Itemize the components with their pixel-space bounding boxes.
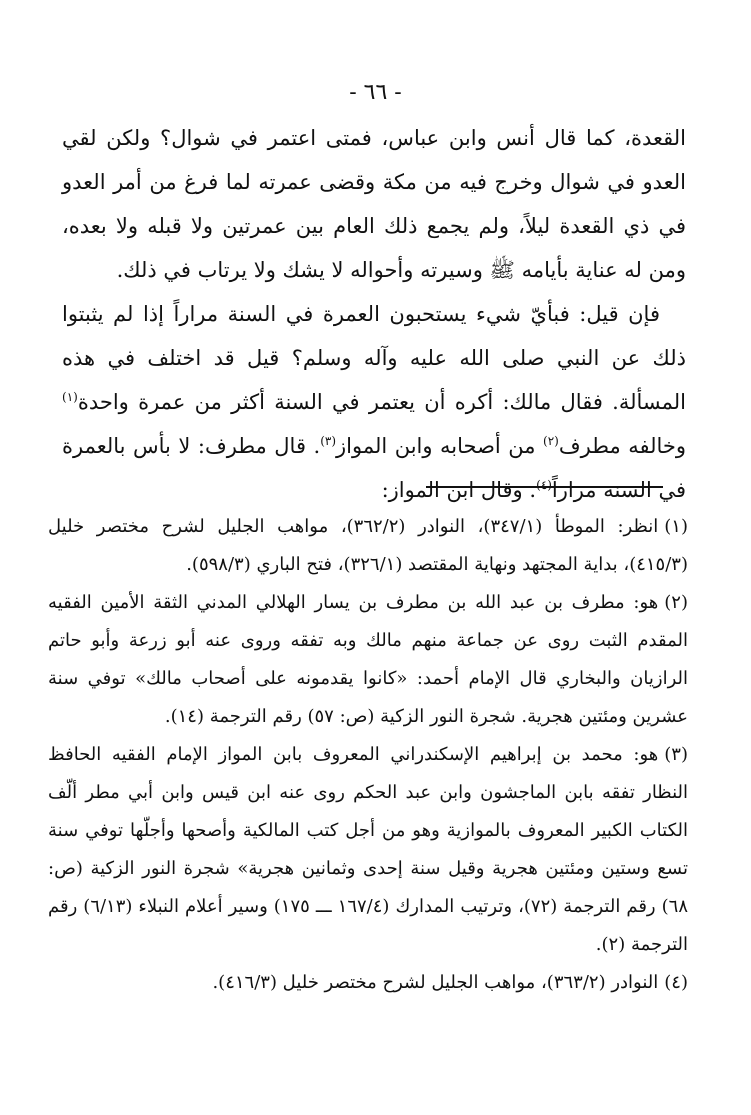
footnote-separator bbox=[426, 486, 663, 488]
text-segment: . قال مطرف: لا بأس بالعمرة في السنة مراراً bbox=[62, 434, 686, 502]
footnote-number: (٣) bbox=[664, 744, 688, 765]
footnote-reference[interactable]: (٣) bbox=[320, 434, 337, 448]
footnote bbox=[48, 508, 688, 584]
footnote-number: (١) bbox=[664, 516, 688, 537]
footnote-text: هو: مطرف بن عبد الله بن مطرف بن يسار الهلالي المدني الثقة الأمين الفقيه المقدم الثبت روى عن جماعة منهم مالك وبه تفقه وروى عنه أبو زرعة وأبو حاتم الرازيان والبخاري قال الإمام أحمد: «كانوا يقدمونه على أصحاب مالك» توفي سنة عشرين ومئتين هجرية. شجرة النور الزكية (ص: ٥٧) رقم الترجمة (١٤). bbox=[48, 592, 688, 727]
footnote-text: هو: محمد بن إبراهيم الإسكندراني المعروف بابن المواز الإمام الفقيه الحافظ النظار تفقه بابن الماجشون وابن عبد الحكم روى عنه ابن قيس وابن أبي مطر ألّف الكتاب الكبير المعروف بالموازية وهو من أجل كتب المالكية وأصحها وأجلّها توفي سنة تسع وستين ومئتين هجرية وقيل سنة إحدى وثمانين هجرية» شجرة النور الزكية (ص: ٦٨) رقم الترجمة (٧٢)، وترتيب المدارك (١٦٧/٤ ـــ ١٧٥) وسير أعلام النبلاء (٦/١٣) رقم الترجمة (٢). bbox=[48, 744, 688, 955]
footnote bbox=[48, 964, 688, 1002]
footnote bbox=[48, 736, 688, 964]
footnote-reference[interactable]: (٢) bbox=[543, 434, 559, 448]
footnote-reference[interactable]: (٤) bbox=[536, 478, 552, 492]
footnote bbox=[48, 584, 688, 736]
footnote-number: (٢) bbox=[664, 592, 688, 613]
paragraph bbox=[62, 292, 686, 512]
text-segment: . وقال ابن المواز: bbox=[381, 478, 537, 502]
footnote-text: انظر: الموطأ (٣٤٧/١)، النوادر (٣٦٢/٢)، مواهب الجليل لشرح مختصر خليل (٤١٥/٣)، بداية المجتهد ونهاية المقتصد (٣٢٦/١)، فتح الباري (٥٩٨/٣). bbox=[48, 516, 688, 575]
text-segment: وخالفه مطرف bbox=[558, 434, 687, 458]
text-segment: فإن قيل: فبأيّ شيء يستحبون العمرة في السنة مراراً إذا لم يثبتوا ذلك عن النبي صلى الله عليه وآله وسلم؟ قيل قد اختلف في هذه المسألة. فقال مالك: أكره أن يعتمر في السنة أكثر من عمرة واحدة bbox=[62, 302, 686, 414]
text-segment: من أصحابه وابن المواز bbox=[336, 434, 544, 458]
footnote-text: النوادر (٣٦٣/٢)، مواهب الجليل لشرح مختصر خليل (٤١٦/٣). bbox=[212, 972, 659, 993]
footnotes-section bbox=[48, 508, 688, 1002]
main-text bbox=[62, 116, 686, 512]
page-number: - ٦٦ - bbox=[349, 80, 402, 105]
footnote-reference[interactable]: (١) bbox=[62, 390, 78, 404]
footnote-number: (٤) bbox=[664, 972, 688, 993]
paragraph: القعدة، كما قال أنس وابن عباس، فمتى اعتمر في شوال؟ ولكن لقي العدو في شوال وخرج فيه من مكة وقضى عمرته لما فرغ من أمر العدو في ذي القعدة ليلاً، ولم يجمع ذلك العام بين عمرتين ولا قبله ولا بعده، ومن له عناية بأيامه ﷺ وسيرته وأحواله لا يشك ولا يرتاب في ذلك. bbox=[62, 126, 686, 282]
